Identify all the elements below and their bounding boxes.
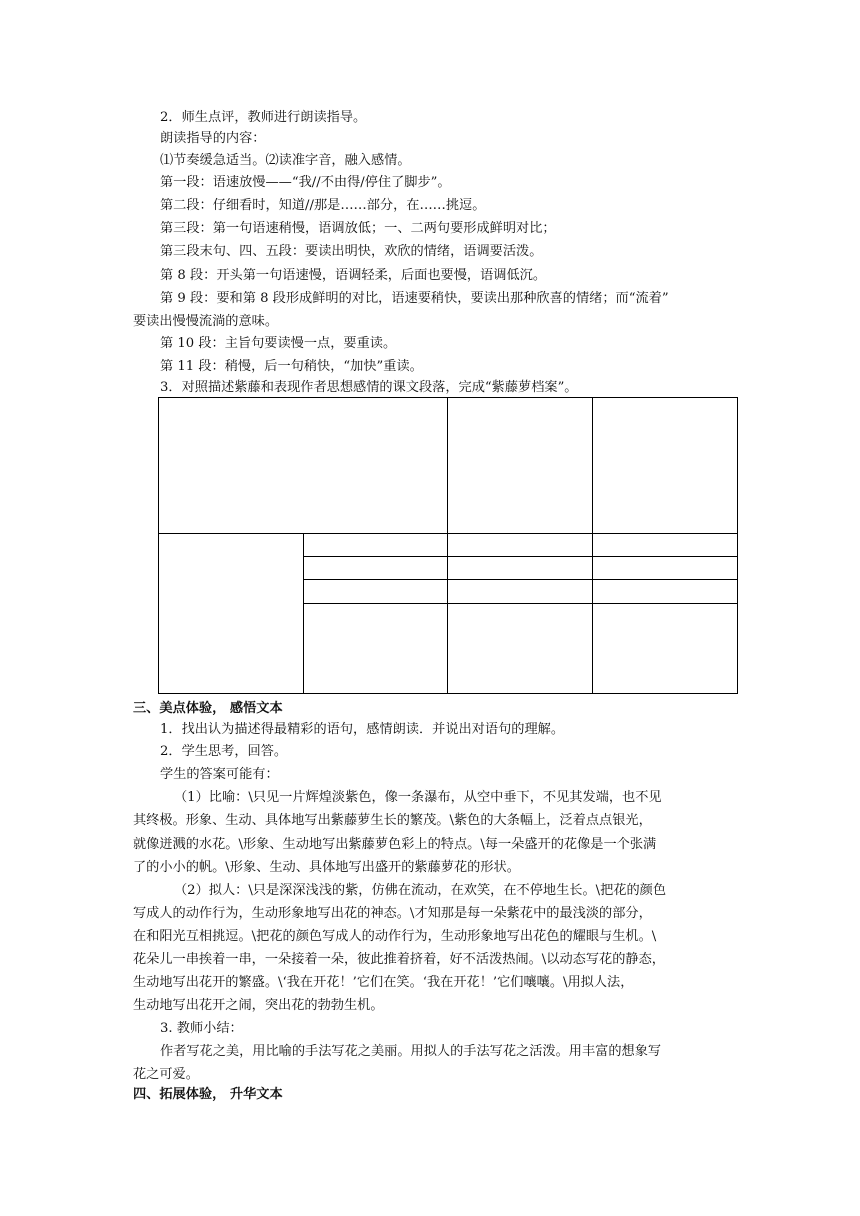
step-2-text: 2．学生思考，回答。 bbox=[160, 744, 288, 759]
paragraph-9-guide-cont: 要读出慢慢流淌的意味。 bbox=[133, 314, 279, 329]
reading-guide-points: ⑴节奏缓急适当。⑵读准字音，融入感情。 bbox=[160, 153, 411, 168]
metaphor-answer-cont: 其终极。形象、生动、具体地写出紫藤萝生长的繁茂。\紫色的大条幅上，泛着点点银光， bbox=[133, 813, 652, 828]
reading-guide-heading: 朗读指导的内容： bbox=[160, 131, 266, 146]
teacher-summary-text: 作者写花之美，用比喻的手法写花之美丽。用拟人的手法写花之活泼。用丰富的想象写 bbox=[160, 1044, 662, 1059]
paragraph-11-guide: 第 11 段：稍慢，后一句稍快，“加快”重读。 bbox=[160, 359, 423, 374]
teacher-summary-heading: 3. 教师小结： bbox=[160, 1021, 243, 1036]
paragraph-1-guide: 第一段：语速放慢——“我//不由得/停住了脚步”。 bbox=[160, 175, 451, 190]
personification-answer-cont: 在和阳光互相挑逗。\把花的颜色写成人的动作行为，生动形象地写出花色的耀眼与生机。\ bbox=[133, 929, 657, 944]
personification-answer-cont: 生动地写出花开的繁盛。\‘我在开花！’它们在笑。‘我在开花！’它们嚷嚷。\用拟人法， bbox=[133, 975, 634, 990]
teacher-summary-text-cont: 花之可爱。 bbox=[133, 1067, 199, 1082]
step-2-text: 2．师生点评，教师进行朗读指导。 bbox=[160, 110, 367, 125]
metaphor-answer: （1）比喻：\只见一片辉煌淡紫色，像一条瀑布，从空中垂下，不见其发端，也不见 bbox=[174, 790, 662, 805]
possible-answers-heading: 学生的答案可能有： bbox=[160, 767, 279, 782]
step-3-text: 3．对照描述紫藤和表现作者思想感情的课文段落，完成“紫藤萝档案”。 bbox=[160, 380, 578, 395]
personification-answer: （2）拟人：\只是深深浅浅的紫，仿佛在流动，在欢笑，在不停地生长。\把花的颜色 bbox=[174, 883, 667, 898]
paragraph-10-guide: 第 10 段：主旨句要读慢一点，要重读。 bbox=[160, 336, 397, 351]
paragraph-8-guide: 第 8 段：开头第一句语速慢，语调轻柔，后面也要慢，语调低沉。 bbox=[160, 268, 547, 283]
section-4-heading: 四、拓展体验， 升华文本 bbox=[133, 1087, 283, 1102]
personification-answer-cont: 写成人的动作行为，生动形象地写出花的神态。\才知那是每一朵紫花中的最浅淡的部分， bbox=[133, 906, 652, 921]
metaphor-answer-cont: 了的小小的帆。\形象、生动、具体地写出盛开的紫藤萝花的形状。 bbox=[133, 860, 520, 875]
personification-answer-cont: 花朵儿一串挨着一串，一朵接着一朵，彼此推着挤着，好不活泼热闹。\以动态写花的静态， bbox=[133, 952, 665, 967]
metaphor-answer-cont: 就像迸溅的水花。\形象、生动地写出紫藤萝色彩上的特点。\每一朵盛开的花像是一个张满 bbox=[133, 837, 657, 852]
paragraph-3-5-guide: 第三段末句、四、五段：要读出明快，欢欣的情绪，语调要活泼。 bbox=[160, 244, 543, 259]
step-1-text: 1．找出认为描述得最精彩的语句，感情朗读．并说出对语句的理解。 bbox=[160, 722, 565, 737]
section-3-heading: 三、美点体验， 感悟文本 bbox=[133, 701, 283, 716]
paragraph-3-guide: 第三段：第一句语速稍慢，语调放低；一、二两句要形成鲜明对比； bbox=[160, 221, 556, 236]
personification-answer-cont: 生动地写出花开之闹，突出花的勃勃生机。 bbox=[133, 998, 384, 1013]
paragraph-9-guide: 第 9 段：要和第 8 段形成鲜明的对比，语速要稍快，要读出那种欣喜的情绪；而“流着” bbox=[160, 291, 669, 306]
table-border bbox=[159, 398, 738, 694]
paragraph-2-guide: 第二段：仔细看时，知道//那是……部分，在……挑逗。 bbox=[160, 198, 486, 213]
